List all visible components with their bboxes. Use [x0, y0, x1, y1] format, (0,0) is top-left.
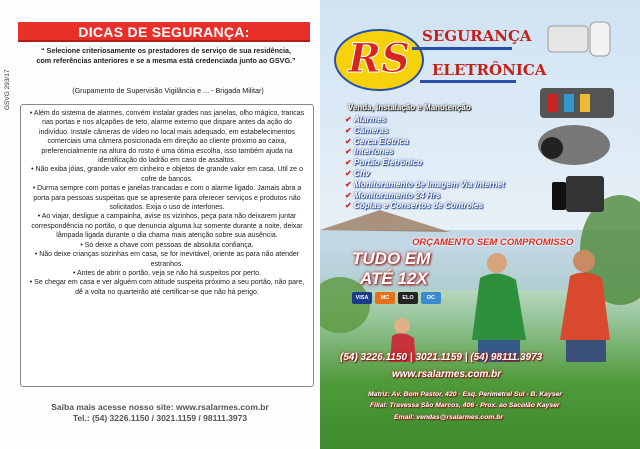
- tip-item: • Além do sistema de alarmes, convém instalar grades nas janelas, olho mágico, trancas nas portas e nos alçapões de teto, alarme externo que dispare antes da ação do indivíduo. Instale câmeras de vídeo no local mais adequado, em estabelecimentos comerciais uma câmera posicionada em direção ao cliente próximo ao caixa, preferencialmente na altura do rosto é uma ótima escolha, isso também ajuda na identificação do ladrão em caso de assaltos.: [29, 110, 305, 165]
- tip-item: • Só deixe a chave com pessoas de absoluta confiança.: [80, 241, 254, 249]
- tip-item: • Antes de abrir o portão, veja se não há suspeitos por perto.: [72, 269, 262, 277]
- service-item: ✔ Monitoramento 24 Hrs: [345, 190, 441, 200]
- check-icon: ✔: [345, 158, 352, 168]
- phone-numbers: (54) 3226.1150 | 3021.1159 | (54) 98111.3973: [340, 352, 543, 363]
- rs-logo: [334, 20, 424, 92]
- check-icon: ✔: [345, 190, 352, 200]
- service-item: ✔ Portão Eletrônico: [345, 158, 423, 168]
- check-icon: ✔: [345, 179, 352, 189]
- service-item: ✔ Interfones: [345, 147, 394, 157]
- check-icon: ✔: [345, 125, 352, 135]
- service-item: ✔ Cerca Elétrica: [345, 136, 409, 146]
- check-icon: ✔: [345, 136, 352, 146]
- tip-item: • Não deixe crianças sozinhas em casa, se for inevitável, oriente as para não atender estranhos.: [34, 251, 300, 268]
- tips-header: [18, 22, 310, 42]
- services-list: [345, 115, 505, 212]
- visa-card-icon: VISA: [352, 292, 372, 304]
- tips-header-text: DICAS DE SEGURANÇA:: [78, 24, 250, 40]
- ad-panel: [320, 0, 640, 449]
- service-item: ✔ Alarmes: [345, 115, 387, 124]
- advisory-quote: “ Selecione criteriosamente os prestadores de serviço de sua residência, com referências anteriores e se a mesma está credenciada junto ao GSVG.”: [36, 46, 296, 65]
- tip-item: • Se chegar em casa e ver alguém com atitude suspeita próximo a seu portão, não pare, dê a volta no quarteirão até certificar-se que não há perigo.: [29, 279, 305, 296]
- service-item: ✔ Cópias e Consertos de Controles: [345, 201, 484, 211]
- brand-rule: [412, 47, 512, 50]
- tip-item: • Ao viajar, desligue a campainha, avise os vizinhos, peça para não deixarem juntar correspondência no portão, o que denuncia alguma luz somente durante a noite, deixar lâmpada ligada durante o dia chama mais atenção sobre sua ausência.: [31, 213, 303, 240]
- quote-source: (Grupamento de Supervisão Vigilância e ... - Brigada Militar): [72, 86, 264, 95]
- logo-text: RS: [347, 35, 411, 82]
- check-icon: ✔: [345, 115, 352, 124]
- check-icon: ✔: [345, 168, 352, 178]
- service-item: ✔ Cftv: [345, 168, 370, 178]
- services-title: Venda, Instalação e Manutenção: [348, 103, 471, 112]
- tips-box: [20, 104, 314, 387]
- promo-line-2: ATÉ 12X: [360, 269, 428, 288]
- payment-cards: [352, 292, 441, 304]
- tip-item: • Não exiba jóias, grande valor em cinheiro e objetos de grande valor em casa. Util ze o cofre de bancos.: [31, 166, 303, 183]
- address-main: Matriz: Av. Bom Pastor, 420 - Esq. Perimetral Sul - B. Kayser: [368, 391, 562, 398]
- service-item: ✔ Câmeras: [345, 125, 389, 135]
- address-branch: Filial: Travessa São Marcos, 406 - Prox. ao Sacolão Kayser: [370, 402, 560, 409]
- diners-card-icon: DC: [421, 292, 441, 304]
- promo-line-1: TUDO EM: [352, 249, 431, 268]
- service-item: ✔ Monitoramento de Imagem Via Internet: [345, 179, 505, 189]
- website-link[interactable]: www.rsalarmes.com.br: [392, 369, 502, 380]
- brand-rule: [420, 80, 516, 83]
- mastercard-icon: MC: [375, 292, 395, 304]
- website-line[interactable]: Saiba mais acesse nosso site: www.rsalarmes.com.br: [51, 402, 269, 412]
- quote-banner: ORÇAMENTO SEM COMPROMISSO: [412, 237, 574, 248]
- elo-card-icon: ELO: [398, 292, 418, 304]
- telephone-line: Tel.: (54) 3226.1150 / 3021.1159 / 98111.3973: [72, 413, 248, 423]
- brand-line-2: ELETRÔNICA: [432, 61, 547, 79]
- check-icon: ✔: [345, 147, 352, 157]
- tip-item: • Durma sempre com portas e janelas trancadas e com o alarme ligado. Jamais abra a porta para pessoas suspeitas que se apresente para oferecer serviços e produtos não solicitados. Exija o uso de interfones.: [32, 185, 302, 212]
- email-link[interactable]: Email: vendas@rsalarmes.com.br: [394, 414, 504, 421]
- check-icon: ✔: [345, 201, 352, 211]
- brand-line-1: SEGURANÇA: [422, 27, 532, 45]
- side-registration-code: GSVG 293/17: [4, 69, 11, 110]
- house-roof: [320, 210, 450, 232]
- product-images: [538, 22, 614, 212]
